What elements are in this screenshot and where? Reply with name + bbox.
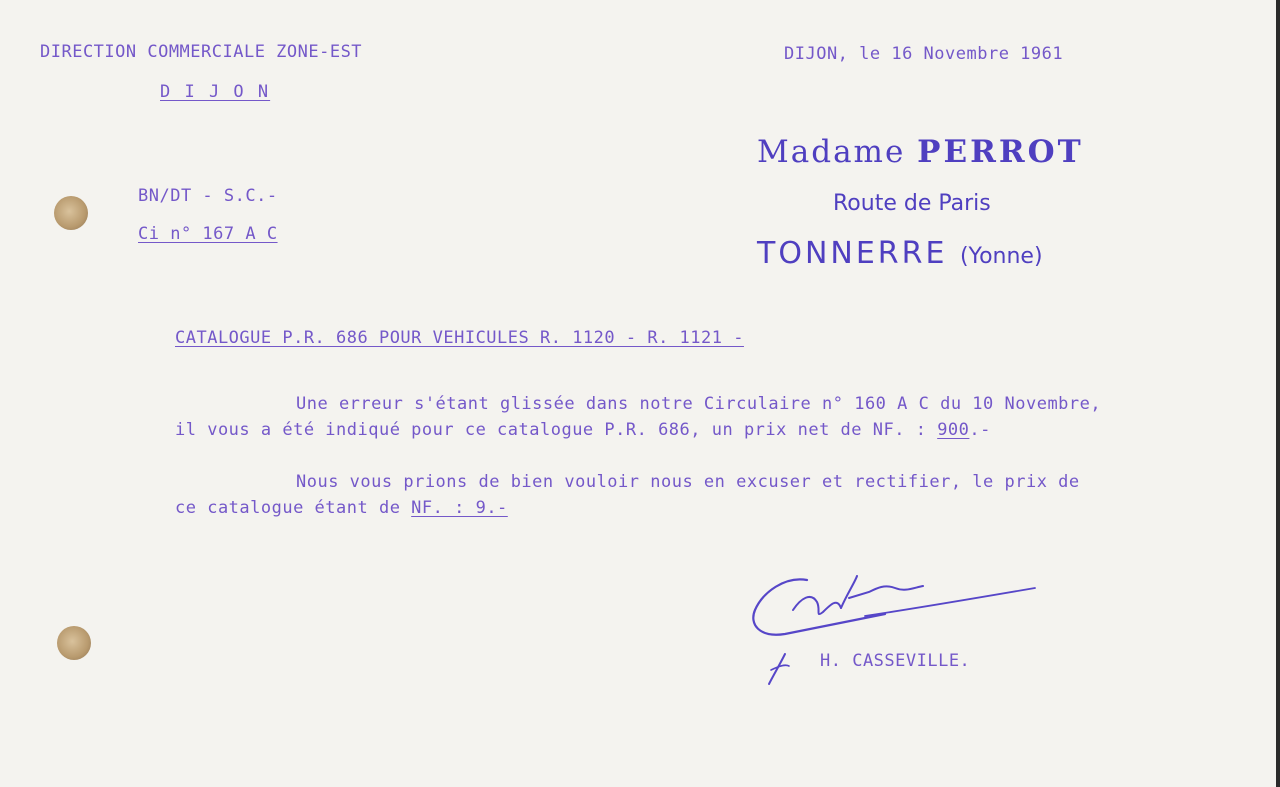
- scan-edge: [1276, 0, 1280, 787]
- recipient-town-line: [757, 236, 1043, 271]
- recipient-town: TONNERRE: [757, 236, 948, 271]
- recipient-title: Madame: [757, 134, 906, 170]
- body-p1-line1: Une erreur s'étant glissée dans notre Circulaire n° 160 A C du 10 Novembre,: [296, 394, 1102, 414]
- punch-hole-bottom: [57, 626, 91, 660]
- body-p1-line2-end: .-: [969, 420, 991, 440]
- signatory-name: H. CASSEVILLE.: [820, 651, 971, 671]
- recipient-surname: PERROT: [917, 134, 1084, 170]
- new-price: NF. : 9.-: [411, 498, 508, 518]
- body-p2-line1: Nous vous prions de bien vouloir nous en excuser et rectifier, le prix de: [296, 472, 1080, 492]
- recipient-department: (Yonne): [959, 244, 1043, 269]
- sender-city: D I J O N: [160, 82, 271, 102]
- punch-hole-top: [54, 196, 88, 230]
- body-p1-line2: [175, 420, 991, 440]
- old-price: 900: [937, 420, 970, 440]
- subject-text: CATALOGUE P.R. 686 POUR VEHICULES R. 1120 - R. 1121 -: [175, 328, 744, 348]
- reference-initials: BN/DT - S.C.-: [138, 186, 278, 206]
- body-p2-line2-text: ce catalogue étant de: [175, 498, 412, 518]
- sender-department: DIRECTION COMMERCIALE ZONE-EST: [40, 42, 363, 62]
- recipient-name: [757, 134, 1084, 170]
- circular-number: Ci n° 167 A C: [138, 224, 278, 244]
- recipient-street: Route de Paris: [833, 191, 991, 216]
- body-p1-line2-text: il vous a été indiqué pour ce catalogue P.R. 686, un prix net de NF. :: [175, 420, 938, 440]
- date-line: DIJON, le 16 Novembre 1961: [784, 44, 1064, 64]
- body-p2-line2: [175, 498, 508, 518]
- subject-line: [175, 328, 744, 348]
